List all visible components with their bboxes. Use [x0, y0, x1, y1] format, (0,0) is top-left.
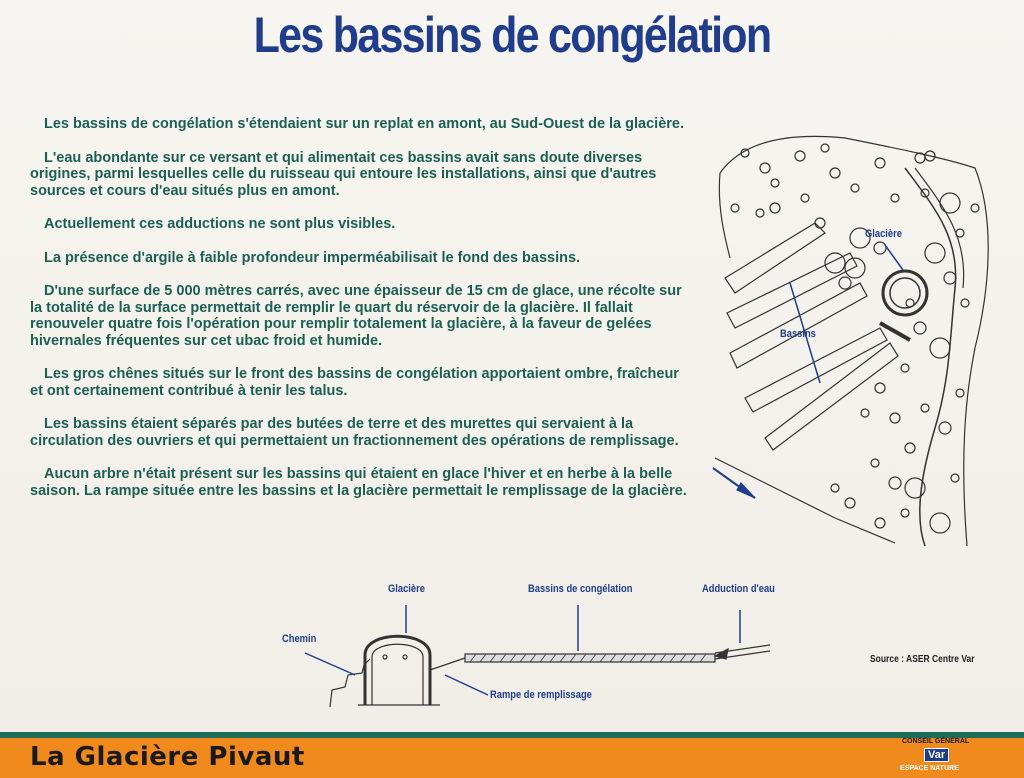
section-label-adduction: Adduction d'eau — [702, 583, 775, 595]
footer-title: La Glacière Pivaut — [30, 742, 305, 772]
footer-bar — [0, 738, 1024, 778]
section-label-glaciere: Glacière — [388, 583, 425, 595]
paragraph: Les gros chênes situés sur le front des bassins de congélation apportaient ombre, fraîcheur et ont certainement contribué à tenir les talus. — [30, 366, 679, 399]
paragraph: D'une surface de 5 000 mètres carrés, avec une épaisseur de 15 cm de glace, une récolte sur la totalité de la surface permettait de remplir le quart du réservoir de la glacière. Il fallait renouveler quatre fois l'opération pour remplir totalement la glacière, à la faveur de gelées hivernales fréquentes sur cet ubac froid et humide. — [30, 283, 682, 349]
cross-section-diagram — [270, 575, 790, 715]
section-label-bassins: Bassins de congélation — [528, 583, 633, 595]
site-plan-map — [705, 128, 1005, 553]
site-plan-drawing — [705, 128, 1005, 553]
paragraph: Actuellement ces adductions ne sont plus visibles. — [44, 216, 396, 232]
source-credit: Source : ASER Centre Var — [870, 654, 975, 665]
map-label-glaciere: Glacière — [865, 228, 902, 240]
conseil-general-var-logo — [902, 738, 982, 778]
section-label-rampe: Rampe de remplissage — [490, 689, 592, 701]
paragraph: Les bassins de congélation s'étendaient sur un replat en amont, au Sud-Ouest de la glacière. — [44, 116, 684, 132]
logo-bottom-text: ESPACE NATURE — [900, 765, 959, 772]
page-title: Les bassins de congélation — [253, 7, 771, 63]
logo-var-text: Var — [924, 748, 949, 762]
logo-top-text: CONSEIL GÉNÉRAL — [902, 738, 970, 745]
section-label-chemin: Chemin — [282, 633, 317, 645]
paragraph: L'eau abondante sur ce versant et qui alimentait ces bassins avait sans doute diverses origines, parmi lesquelles celle du ruisseau qui entoure les installations, ainsi que d'autres sources et cours d'eau situés plus en amont. — [30, 149, 657, 199]
map-label-bassins: Bassins — [780, 328, 816, 340]
paragraph: Les bassins étaient séparés par des butées de terre et des murettes qui servaient à la circulation des ouvriers et qui permettaient un fractionnement des opérations de remplissage. — [30, 416, 679, 449]
paragraph: Aucun arbre n'était présent sur les bassins qui étaient en glace l'hiver et en herbe à la belle saison. La rampe située entre les bassins et la glacière permettait le remplissage de la glacière. — [30, 466, 687, 499]
paragraph: La présence d'argile à faible profondeur imperméabilisait le fond des bassins. — [44, 249, 581, 266]
body-text — [30, 116, 690, 516]
